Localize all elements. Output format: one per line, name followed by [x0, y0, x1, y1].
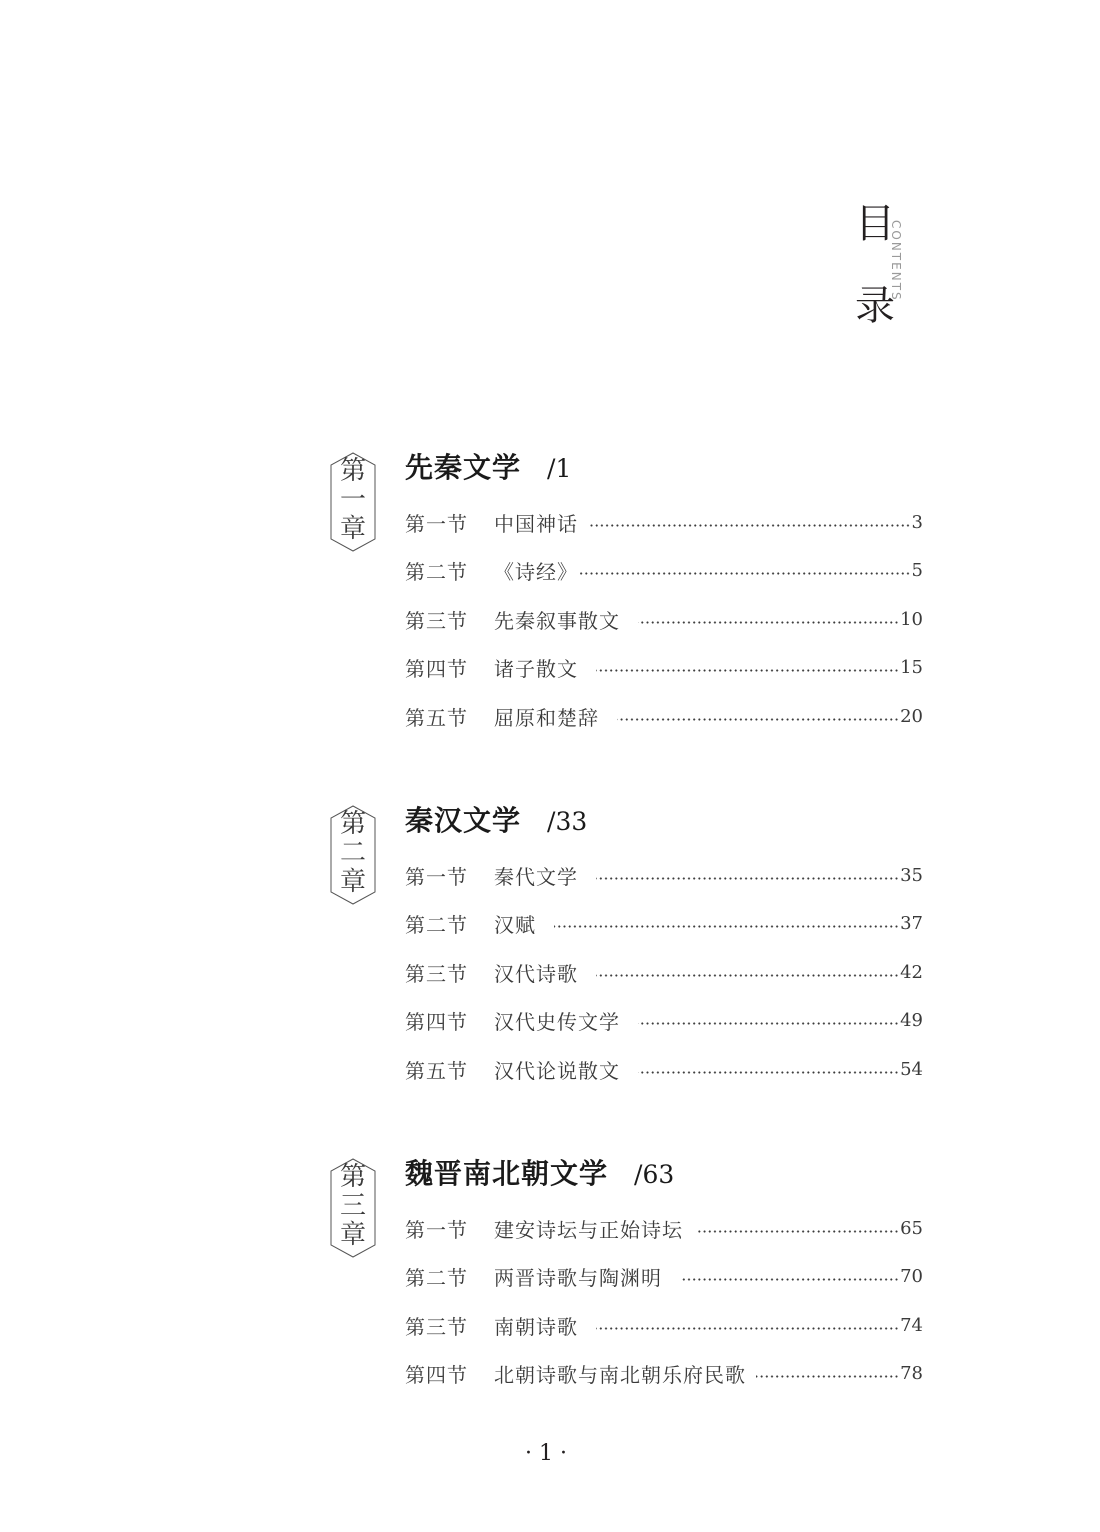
section-page: 74	[900, 1314, 923, 1336]
section-title: 北朝诗歌与南北朝乐府民歌	[494, 1363, 746, 1388]
section-title: 汉代史传文学	[494, 1010, 620, 1035]
section-page: 5	[911, 560, 923, 582]
section-page: 65	[900, 1217, 923, 1239]
toc-entry[interactable]	[405, 692, 923, 741]
toc-entry[interactable]	[405, 644, 923, 693]
toc-entry[interactable]	[405, 948, 923, 997]
chapter-heading[interactable]	[405, 450, 571, 486]
heading-char-top: 目	[855, 201, 895, 247]
dot-leader	[596, 669, 899, 672]
section-page: 54	[900, 1058, 923, 1080]
chapter-badge	[330, 452, 376, 552]
chapter-title: 魏晋南北朝文学	[405, 1157, 609, 1190]
section-number: 第五节	[405, 1058, 468, 1083]
section-page: 42	[900, 961, 923, 983]
section-page: 49	[900, 1010, 923, 1032]
section-title: 先秦叙事散文	[494, 608, 620, 633]
toc-entry[interactable]	[405, 900, 923, 949]
dot-leader	[596, 974, 899, 977]
badge-char: 章	[339, 1220, 366, 1250]
section-page: 20	[900, 705, 923, 727]
dot-leader	[580, 572, 911, 575]
chapter-page: /33	[547, 807, 588, 836]
badge-char: 第	[339, 809, 366, 839]
section-list	[405, 851, 923, 1094]
section-title: 屈原和楚辞	[494, 705, 599, 730]
section-number: 第三节	[405, 608, 468, 633]
section-number: 第五节	[405, 705, 468, 730]
section-page: 3	[911, 511, 923, 533]
dot-leader	[680, 1278, 899, 1281]
section-list	[405, 498, 923, 741]
chapter-page: /1	[547, 454, 572, 483]
dot-leader	[638, 1022, 899, 1025]
toc-entry[interactable]	[405, 1301, 923, 1350]
section-list	[405, 1204, 923, 1398]
dot-leader	[617, 718, 899, 721]
section-number: 第一节	[405, 1217, 468, 1242]
section-title: 中国神话	[494, 511, 578, 536]
section-title: 汉代论说散文	[494, 1058, 620, 1083]
dot-leader	[756, 1375, 899, 1378]
section-page: 78	[900, 1363, 923, 1385]
section-title: 汉赋	[494, 913, 536, 938]
section-number: 第一节	[405, 511, 468, 536]
toc-entry[interactable]	[405, 498, 923, 547]
chapter-title: 先秦文学	[405, 451, 522, 484]
section-number: 第一节	[405, 864, 468, 889]
chapter-badge	[330, 805, 376, 905]
section-page: 37	[900, 913, 923, 935]
dot-leader	[588, 524, 911, 527]
toc-entry[interactable]	[405, 547, 923, 596]
chapter-heading[interactable]	[405, 803, 587, 839]
section-title: 建安诗坛与正始诗坛	[494, 1217, 683, 1242]
chapter-page: /63	[634, 1160, 675, 1189]
section-title: 两晋诗歌与陶渊明	[494, 1266, 662, 1291]
chapter-badge	[330, 1158, 376, 1258]
dot-leader	[554, 925, 899, 928]
section-number: 第二节	[405, 913, 468, 938]
badge-char: 一	[339, 485, 366, 515]
toc-entry[interactable]	[405, 1253, 923, 1302]
section-title: 《诗经》	[494, 560, 578, 585]
heading-char-bottom: 录	[855, 283, 895, 329]
section-number: 第四节	[405, 1010, 468, 1035]
dot-leader	[596, 877, 899, 880]
section-title: 诸子散文	[494, 657, 578, 682]
section-number: 第二节	[405, 560, 468, 585]
section-title: 秦代文学	[494, 864, 578, 889]
section-page: 70	[900, 1266, 923, 1288]
toc-entry[interactable]	[405, 1204, 923, 1253]
toc-entry[interactable]	[405, 997, 923, 1046]
toc-entry[interactable]	[405, 595, 923, 644]
dot-leader	[596, 1327, 899, 1330]
section-number: 第四节	[405, 657, 468, 682]
section-page: 10	[900, 608, 923, 630]
section-number: 第二节	[405, 1266, 468, 1291]
section-number: 第三节	[405, 961, 468, 986]
toc-entry[interactable]	[405, 1045, 923, 1094]
toc-entry[interactable]	[405, 851, 923, 900]
heading-english: CONTENTS	[889, 220, 903, 302]
chapter-title: 秦汉文学	[405, 804, 522, 837]
badge-char: 章	[339, 867, 366, 897]
section-title: 汉代诗歌	[494, 961, 578, 986]
dot-leader	[638, 621, 899, 624]
dot-leader	[638, 1071, 899, 1074]
section-title: 南朝诗歌	[494, 1314, 578, 1339]
dot-leader	[697, 1230, 899, 1233]
chapter-heading[interactable]	[405, 1156, 674, 1192]
badge-char: 三	[339, 1191, 366, 1221]
badge-char: 第	[339, 1162, 366, 1192]
toc-entry[interactable]	[405, 1350, 923, 1399]
badge-char: 章	[339, 514, 366, 544]
contents-heading	[850, 200, 920, 330]
badge-char: 第	[339, 456, 366, 486]
badge-char: 二	[339, 838, 366, 868]
page-number: · 1 ·	[525, 1441, 567, 1466]
section-number: 第三节	[405, 1314, 468, 1339]
section-page: 15	[900, 657, 923, 679]
section-number: 第四节	[405, 1363, 468, 1388]
section-page: 35	[900, 864, 923, 886]
